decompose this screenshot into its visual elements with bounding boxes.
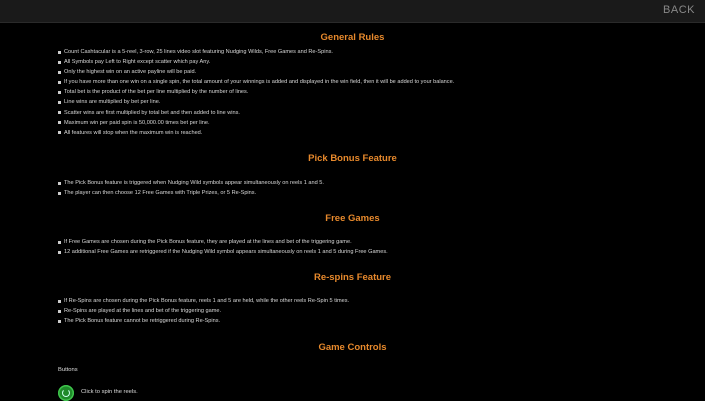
back-button[interactable]: BACK	[663, 4, 695, 16]
list-item: The Pick Bonus feature is triggered when Nudging Wild symbols appear simultaneously on reels 1 and 5.	[58, 178, 324, 188]
list-item: All features will stop when the maximum win is reached.	[58, 128, 454, 138]
list-item: Re-Spins are played at the lines and bet of the triggering game.	[58, 306, 349, 316]
list-item: 12 additional Free Games are retriggered if the Nudging Wild symbol appears simultaneously on reels 1 and 5 during Free Games.	[58, 247, 388, 257]
list-item: Count Cashtacular is a 5-reel, 3-row, 25 lines video slot featuring Nudging Wilds, Free Games and Re-Spins.	[58, 47, 454, 57]
list-item: If Free Games are chosen during the Pick Bonus feature, they are played at the lines and bet of the triggering game.	[58, 237, 388, 247]
list-item: Scatter wins are first multiplied by total bet and then added to line wins.	[58, 108, 454, 118]
list-item: The Pick Bonus feature cannot be retriggered during Re-Spins.	[58, 316, 349, 326]
section-title-game-controls: Game Controls	[318, 342, 387, 353]
list-item: All Symbols pay Left to Right except scatter which pay Any.	[58, 57, 454, 67]
section-title-free-games: Free Games	[325, 213, 380, 224]
list-item: If you have more than one win on a single spin, the total amount of your winnings is added and displayed in the win field, then it will be added to your balance.	[58, 77, 454, 87]
spin-icon	[58, 385, 74, 401]
list-item: The player can then choose 12 Free Games with Triple Prizes, or 5 Re-Spins.	[58, 188, 324, 198]
list-item: Line wins are multiplied by bet per line.	[58, 97, 454, 107]
list-item: If Re-Spins are chosen during the Pick Bonus feature, reels 1 and 5 are held, while the other reels Re-Spin 5 times.	[58, 296, 349, 306]
section-title-general-rules: General Rules	[320, 32, 385, 43]
free-games-list	[0, 237, 388, 257]
section-title-respins: Re-spins Feature	[313, 272, 392, 283]
respins-list	[0, 296, 349, 326]
buttons-label: Buttons	[58, 367, 78, 373]
spin-description: Click to spin the reels.	[81, 389, 138, 395]
list-item: Maximum win per paid spin is 50,000.00 times bet per line.	[58, 118, 454, 128]
top-bar	[0, 0, 705, 23]
list-item: Total bet is the product of the bet per line multiplied by the number of lines.	[58, 87, 454, 97]
list-item: Only the highest win on an active payline will be paid.	[58, 67, 454, 77]
general-rules-list	[0, 47, 454, 138]
section-title-pick-bonus: Pick Bonus Feature	[308, 153, 397, 164]
pick-bonus-list	[0, 178, 324, 198]
